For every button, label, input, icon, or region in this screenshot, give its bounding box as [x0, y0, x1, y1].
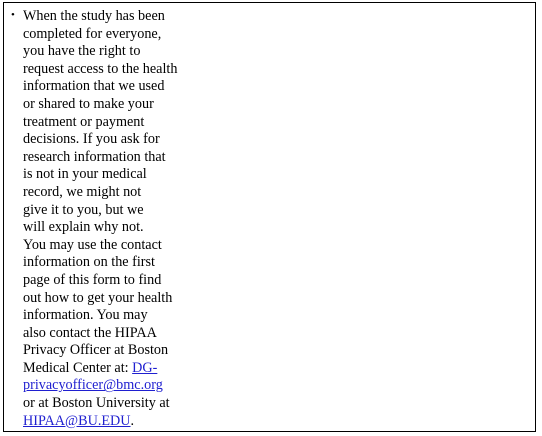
text-line: also contact the HIPAA	[23, 324, 157, 341]
text-line: is not in your medical	[23, 166, 147, 183]
text-line: completed for everyone,	[23, 25, 162, 42]
text-segment: Medical Center at:	[23, 359, 133, 376]
bullet-marker: •	[11, 9, 15, 21]
text-line: When the study has been	[23, 8, 165, 24]
text-line: request access to the health	[23, 60, 178, 77]
text-line: will explain why not.	[23, 219, 144, 236]
text-line: you have the right to	[23, 43, 141, 60]
text-line: give it to you, but we	[23, 201, 144, 218]
text-line: Privacy Officer at Boston	[23, 342, 169, 359]
text-line-with-link	[23, 377, 193, 395]
text-line: information that we used	[23, 78, 165, 95]
text-line: or at Boston University at	[23, 395, 170, 412]
bu-email-link[interactable]: HIPAA@BU.EDU	[23, 412, 131, 429]
text-line: page of this form to find	[23, 271, 162, 288]
text-line: or shared to make your	[23, 95, 154, 112]
text-line: treatment or payment	[23, 113, 145, 130]
text-line: You may use the contact	[23, 236, 162, 253]
text-line: out how to get your health	[23, 289, 173, 306]
text-line-with-link	[23, 413, 193, 431]
text-line: information. You may	[23, 307, 148, 324]
text-line-with-link	[23, 360, 193, 378]
text-line: information on the first	[23, 254, 155, 271]
text-line: record, we might not	[23, 183, 142, 200]
document-cell	[3, 2, 536, 432]
end-punctuation: .	[130, 412, 135, 429]
bullet-paragraph	[23, 8, 193, 430]
text-line: research information that	[23, 148, 166, 165]
bmc-email-link-continued[interactable]: privacyofficer@bmc.org	[23, 377, 163, 394]
text-line: decisions. If you ask for	[23, 131, 160, 148]
bmc-email-link[interactable]: DG-	[132, 359, 158, 376]
